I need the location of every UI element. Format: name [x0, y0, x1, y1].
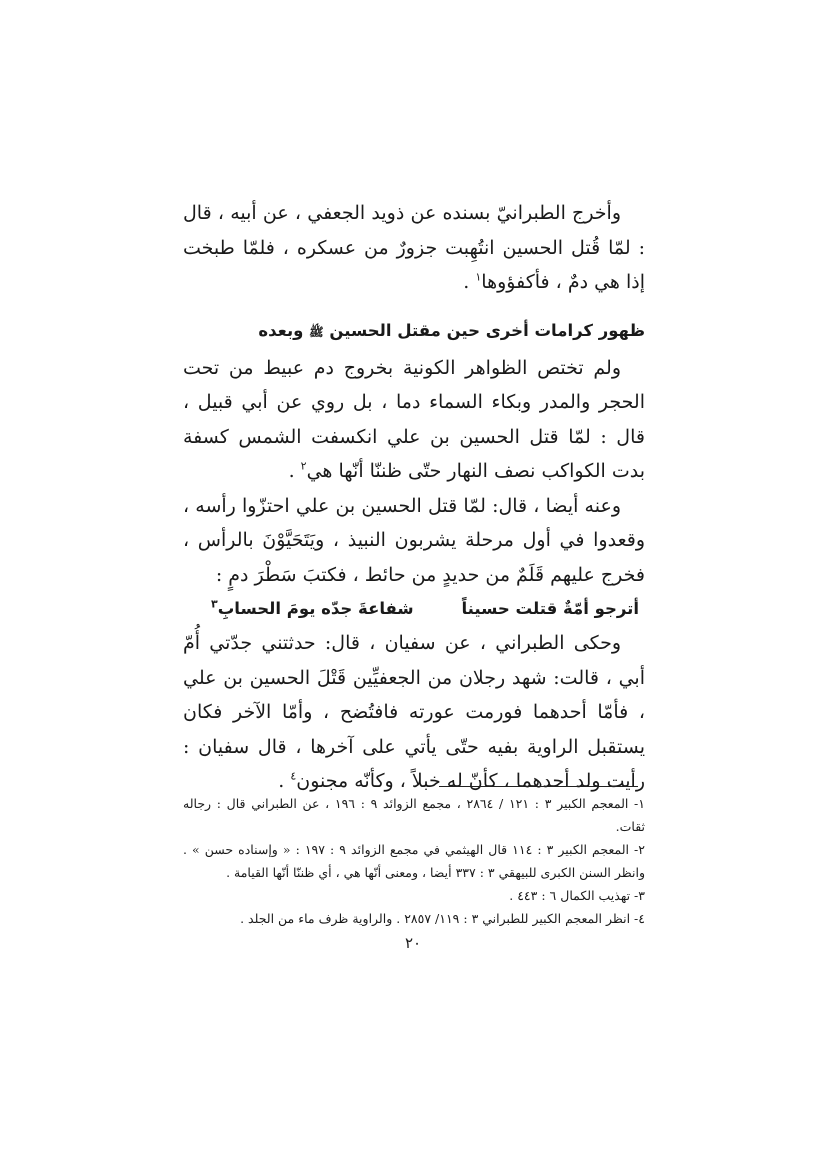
paragraph-3: [183, 489, 645, 593]
poetry-verse: [183, 592, 645, 626]
verse-second-hemistich-wrap: [211, 592, 414, 626]
paragraph-1: [183, 196, 645, 300]
verse-first-hemistich: أترجو أمّةٌ قتلت حسيناً: [461, 599, 639, 618]
paragraph-1-text: وأخرج الطبرانيّ بسنده عن ذويد الجعفي ، عن أبيه ، قال : لمّا قُتل الحسين انتُهِبت جزورٌ من عسكره ، فلمّا طبخت إذا هي دمٌ ، فأكفؤوها: [183, 202, 645, 293]
section-heading-text: ظهور كرامات أخرى حين مقتل الحسين: [329, 320, 645, 340]
footnote-2: ٢- المعجم الكبير ٣ : ١١٤ قال الهيثمي في مجمع الزوائد ٩ : ١٩٧ : « وإسناده حسن » . وانظر السنن الكبرى للبيهقي ٣ : ٣٣٧ أيضا ، ومعنى أنّها هي ، أي ظننّا أنّها القيامة .: [183, 842, 645, 880]
paragraph-4-text: وحكى الطبراني ، عن سفيان ، قال: حدثتني جدّتي أُمّ أبي ، قالت: شهد رجلان من الجعفيِّين قَتْلَ الحسين بن علي ، فأمّا أحدهما فورمت عورته فافتُضح ، وأمّا الآخر فكان يستقبل الراوية بفيه حتّى يأتي على آخرها ، قال سفيان : رأيت ولد أحدهما ، كأنّ له خبلاً ، وكأنّه مجنون: [183, 632, 645, 792]
paragraph-3-text: وعنه أيضا ، قال: لمّا قتل الحسين بن علي احتزّوا رأسه ، وقعدوا في أول مرحلة يشربون النبيذ ، ويَتَحَيَّوْنَ بالرأس ، فخرج عليهم قَلَمٌ من حديدٍ من حائط ، فكتبَ سَطْرَ دمٍ :: [183, 494, 645, 586]
footnote-mark-1[interactable]: ١: [475, 270, 482, 284]
footnote-3: ٣- تهذيب الكمال ٦ : ٤٤٣ .: [509, 888, 645, 903]
footnotes-section: [183, 792, 645, 930]
main-text-block: [183, 196, 645, 799]
footnote-mark-3[interactable]: ٣: [211, 597, 218, 611]
footnote-mark-4[interactable]: ٤: [290, 769, 297, 783]
footnote-1: ١- المعجم الكبير ٣ : ١٢١ / ٢٨٦٤ ، مجمع الزوائد ٩ : ١٩٦ ، عن الطبراني قال : رجاله ثقات.: [183, 796, 645, 834]
page-number: ٢٠: [404, 934, 422, 952]
paragraph-2: [183, 351, 645, 489]
section-heading-end: وبعده: [258, 320, 310, 340]
section-heading: [183, 316, 645, 347]
paragraph-2-text: ولم تختص الظواهر الكونية بخروج دم عبيط من تحت الحجر والمدر وبكاء السماء دما ، بل روي عن أبي قبيل ، قال : لمّا قتل الحسين بن علي انكسفت الشمس كسفة بدت الكواكب نصف النهار حتّى ظننّا أنّها هي: [183, 356, 645, 482]
paragraph-1-end: .: [463, 271, 476, 293]
footnote-mark-2[interactable]: ٢: [300, 459, 307, 473]
footnote-4: ٤- انظر المعجم الكبير للطبراني ٣ : ١١٩/ ٢٨٥٧ . والراوية ظرف ماء من الجلد .: [240, 911, 645, 926]
footnote-divider: [439, 786, 638, 787]
paragraph-4: [183, 626, 645, 799]
honorific-symbol: ﷺ: [309, 324, 324, 339]
verse-second-hemistich: شفاعةَ جدّه يومَ الحسابِ: [217, 599, 414, 618]
paragraph-2-end: .: [288, 460, 301, 482]
paragraph-4-end: .: [278, 770, 291, 792]
